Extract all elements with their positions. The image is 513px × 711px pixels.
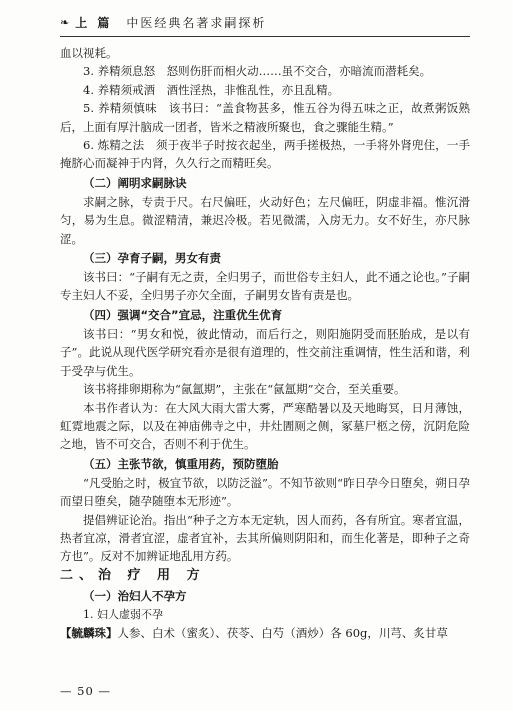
page-number: — 50 —: [60, 684, 111, 698]
formula-text: 人参、白术（蜜炙）、茯苓、白芍（酒炒）各 60g，川芎、炙甘草: [117, 626, 448, 641]
paragraph: 该书将排卵期称为“氤氲期”，主张在“氤氲期”交合，至关重要。: [83, 382, 406, 397]
section-heading: （二）阐明求嗣脉诀: [83, 175, 187, 190]
paragraph: 3. 养精须息怒 怒则伤肝而相火动……虽不交合，亦暗流而潜耗矣。: [83, 64, 432, 79]
paragraph: 提倡辨证论治。指出“种子之方本无定轨，因人而药，各有所宜。寒者宜温，热者宜凉，滑者宜涩，虚者宜补，去其所偏则阴阳和，而生化著是，即种子之奇方也”。反对不加辨证地乱用方药。: [60, 512, 470, 564]
section-heading: （一）治妇人不孕方: [83, 588, 187, 603]
page-body: [60, 44, 470, 643]
header-rule: [60, 36, 470, 37]
paragraph: 血以视耗。: [60, 46, 118, 60]
chapter-heading: 二、治 疗 用 方: [60, 567, 206, 583]
section-heading: （五）主张节欲，慎重用药，预防堕胎: [83, 456, 279, 471]
ornament-icon: ❧: [60, 16, 70, 29]
paragraph: “凡受胎之时，极宜节欲，以防泛溢”。不知节欲则“昨日孕今日堕矣，朔日孕而望日堕矣，随孕随堕本无形迹”。: [60, 475, 470, 509]
paragraph: 本书作者认为：在大风大雨大雷大雾，严寒酷暑以及天地晦冥，日月薄蚀，虹霓地震之际，以及在神庙佛寺之中，井灶圊厕之侧，冢墓尸柩之傍，沉阴危险之地，皆不可交合，否则不利于优生。: [60, 400, 470, 452]
formula-entry: [60, 624, 470, 642]
paragraph: 6. 炼精之法 须于夜半子时按衣起坐，两手搓极热，一手将外肾兜住，一手掩脐心而凝神于内肾，久久行之而精旺矣。: [60, 138, 470, 171]
part-label: 上 篇: [75, 16, 113, 30]
section-heading: （四）强调“交合”宜忌，注重优生优育: [83, 307, 283, 322]
running-header: [60, 12, 460, 34]
paragraph: 5. 养精须慎味 该书曰：“盖食物甚多，惟五谷为得五味之正，故煮粥饭熟后，上面有厚汁脑成一团者，皆米之精液所聚也，食之骤能生精。”: [60, 101, 470, 134]
section-heading: （三）孕育子嗣，男女有责: [83, 251, 221, 266]
subsection-heading: 1. 妇人虚弱不孕: [83, 607, 163, 621]
paragraph: 4. 养精须戒酒 酒性淫热，非惟乱性，亦且乱精。: [83, 82, 340, 97]
formula-name: 【毓麟珠】: [60, 626, 118, 641]
paragraph: 求嗣之脉，专责于尺。右尺偏旺，火动好色；左尺偏旺，阴虚非福。惟沉滑匀，易为生息。微涩精清，兼迟冷极。若见微濡，入房无力。女不好生，亦尺脉涩。: [60, 194, 470, 246]
paragraph: 该书曰：“子嗣有无之责，全归男子，而世俗专主妇人，此不通之论也。”子嗣专主妇人不妥，全归男子亦欠全面，子嗣男女皆有责是也。: [60, 270, 470, 303]
book-title: 中医经典名著求嗣探析: [126, 16, 267, 30]
paragraph: 该书曰：“男女和悦，彼此情动，而后行之，则阳施阴受而胚胎成，是以有子”。此说从现代医学研究看亦是很有道理的，性交前注重调情，性生活和谐，利于受孕与优生。: [60, 326, 470, 378]
